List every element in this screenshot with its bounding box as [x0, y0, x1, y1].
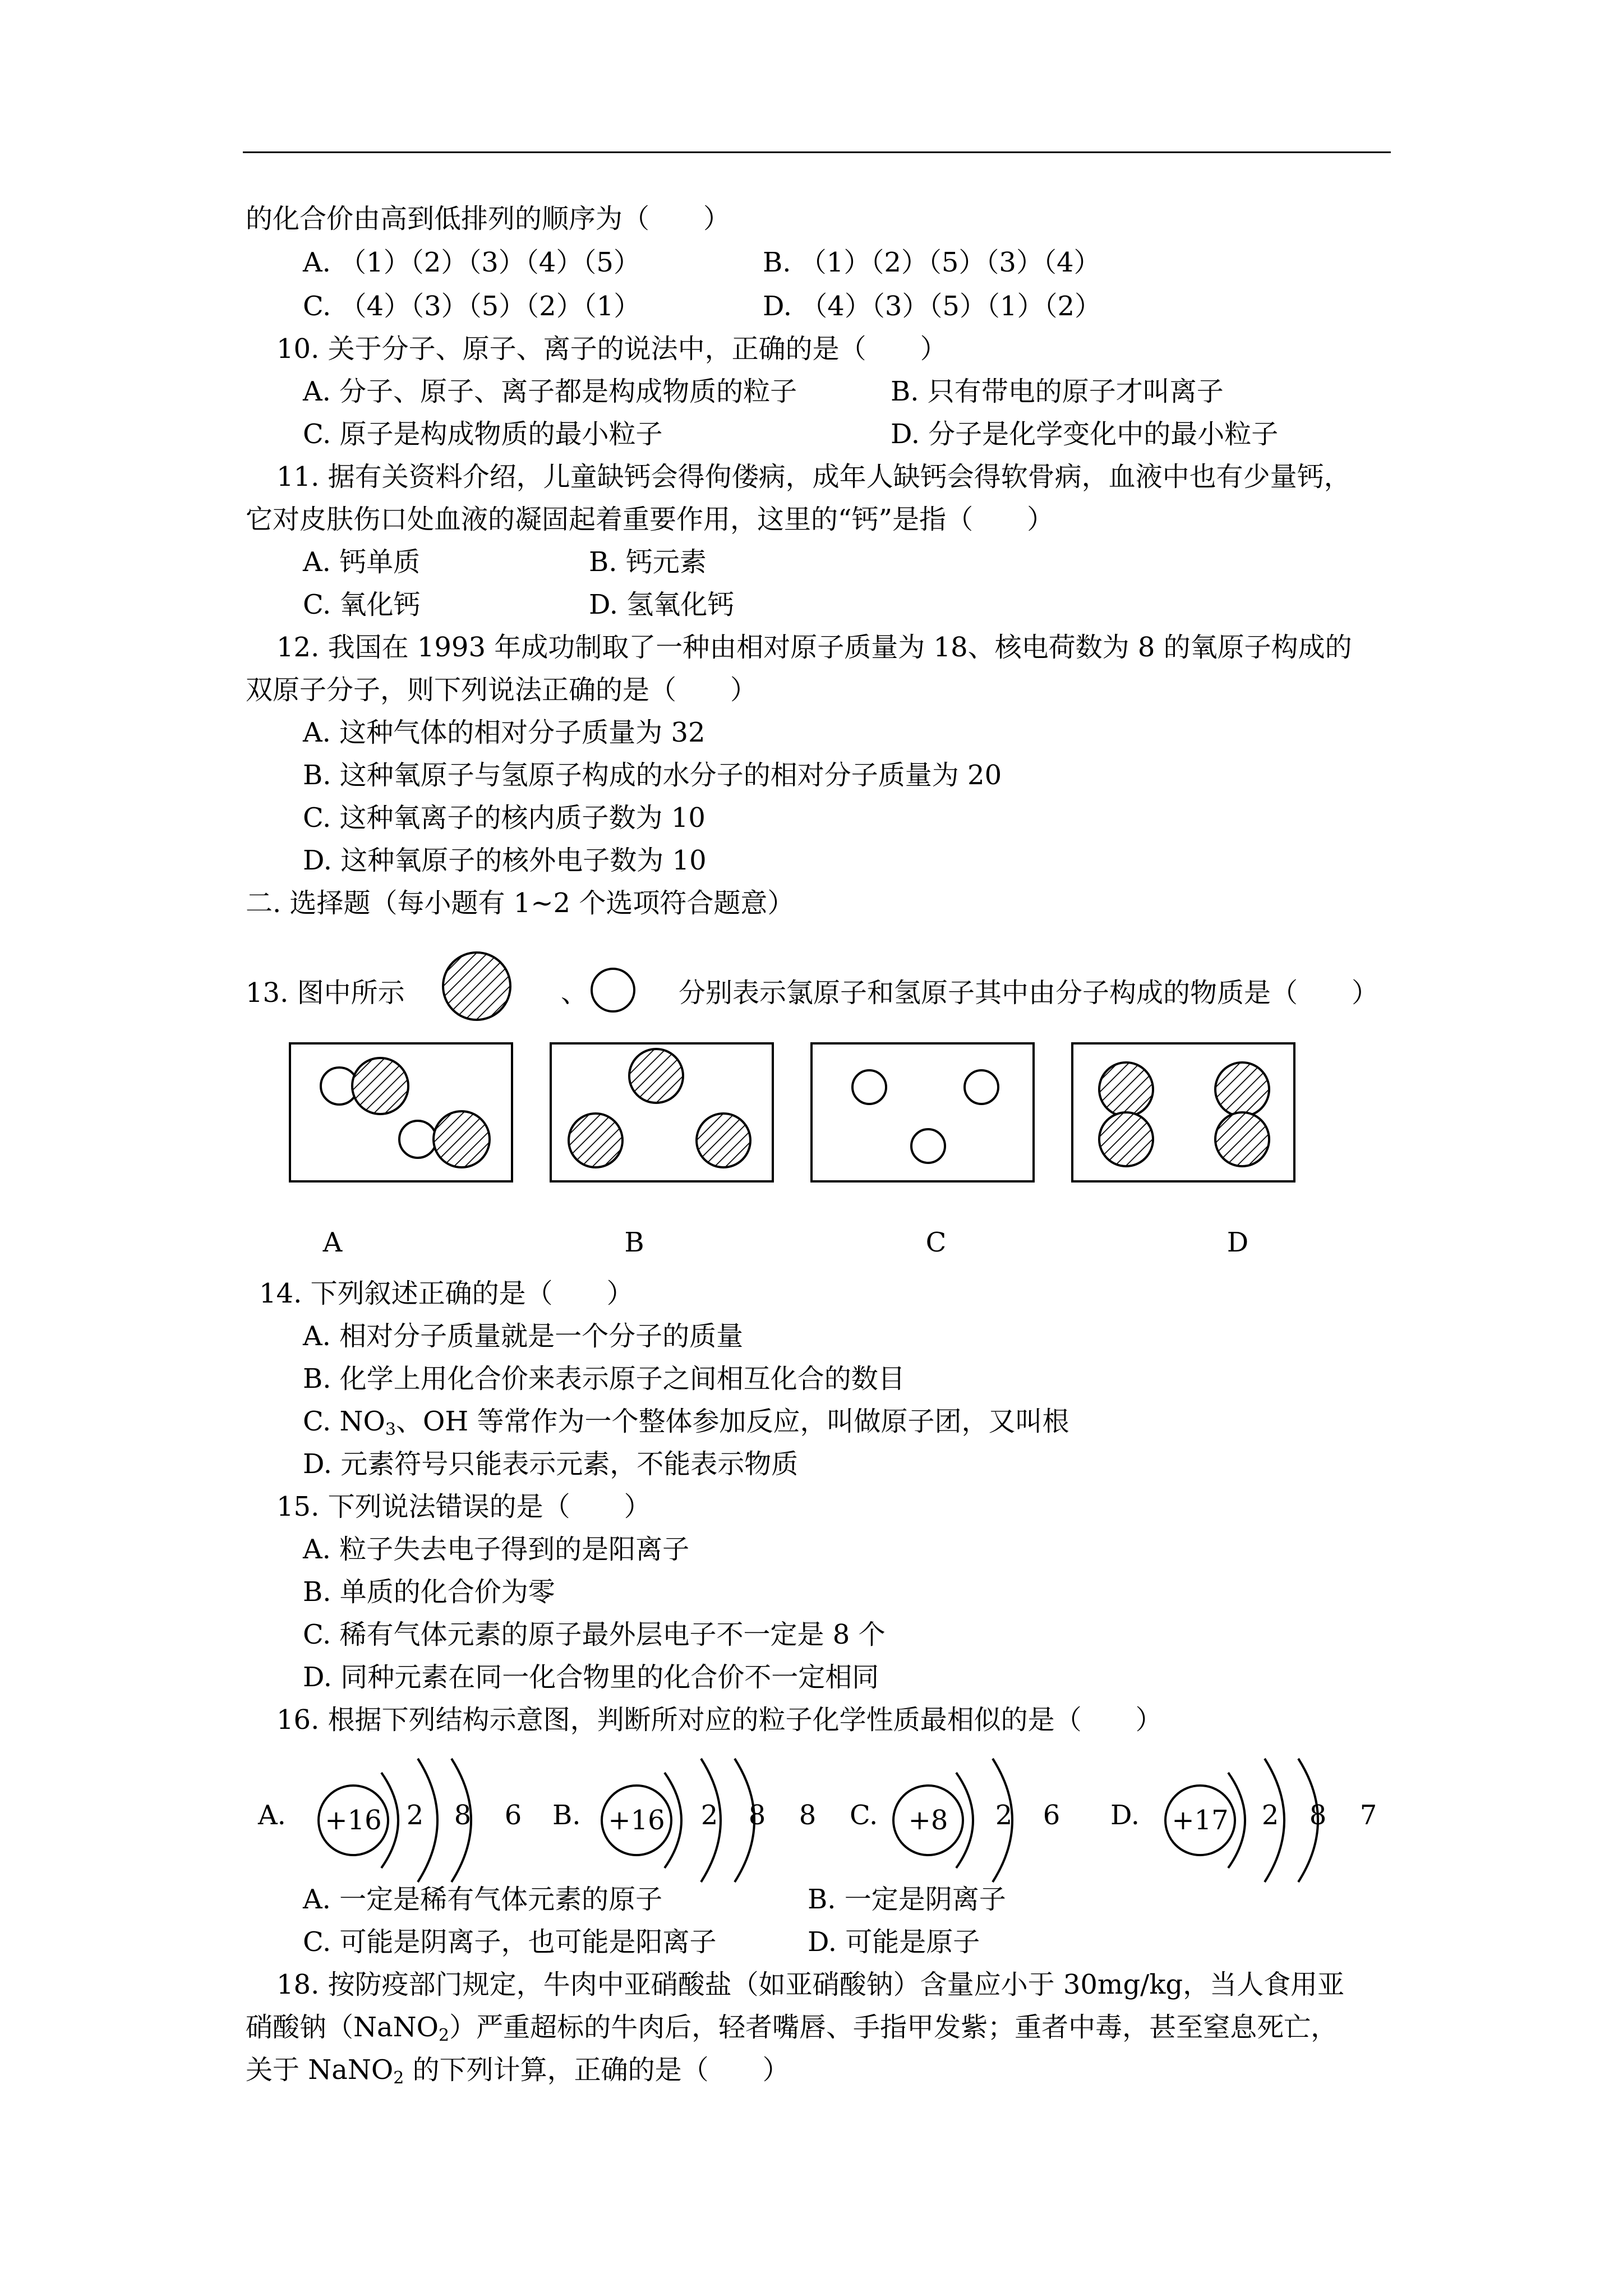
diagram-c-nucleus-charge: +8 — [908, 1805, 948, 1836]
q15-option-c: C. 稀有气体元素的原子最外层电子不一定是 8 个 — [303, 1619, 886, 1650]
q15-stem: 15. 下列说法错误的是（ ） — [276, 1491, 651, 1522]
q10-option-d: D. 分子是化学变化中的最小粒子 — [891, 418, 1279, 450]
chlorine-atom — [434, 1111, 490, 1167]
q9-option-d: D. （4）（3）（5）（1）（2） — [763, 291, 1101, 322]
diagram-d-label: D. — [1110, 1800, 1140, 1831]
diagram-d-nucleus-charge: +17 — [1172, 1805, 1229, 1836]
header-rule — [243, 151, 1391, 153]
q17-option-b: B. 一定是阴离子 — [808, 1884, 1006, 1915]
q12-option-d: D. 这种氧原子的核外电子数为 10 — [303, 845, 707, 876]
q13-stem-part2: 分别表示氯原子和氢原子其中由分子构成的物质是（ ） — [679, 977, 1379, 1009]
chlorine-atom-legend-icon — [437, 947, 516, 1025]
hydrogen-atom-legend-icon — [588, 965, 638, 1015]
q17-option-a: A. 一定是稀有气体元素的原子 — [303, 1884, 663, 1915]
q12-stem-line1: 12. 我国在 1993 年成功制取了一种由相对原子质量为 18、核电荷数为 8 的氧原子构成的 — [276, 632, 1352, 663]
q11-stem-line2: 它对皮肤伤口处血液的凝固起着重要作用，这里的“钙”是指（ ） — [246, 504, 1054, 535]
q9-option-a: A. （1）（2）（3）（4）（5） — [303, 247, 640, 278]
q11-option-b: B. 钙元素 — [589, 546, 707, 578]
q18-stem-line2 — [246, 2010, 1338, 2044]
chlorine-atom — [629, 1049, 683, 1103]
q14-option-c — [303, 1405, 1069, 1438]
section-heading: 二. 选择题（每小题有 1~2 个选项符合题意） — [246, 887, 795, 919]
q9-option-b: B. （1）（2）（5）（3）（4） — [763, 247, 1101, 278]
diagram-c-shell-1: 2 — [995, 1800, 1013, 1831]
molecule-box-b — [550, 1042, 774, 1182]
diagram-b-shell-2: 8 — [748, 1800, 766, 1831]
q18-l2-subscript: 2 — [438, 2026, 450, 2045]
chlorine-atom — [569, 1114, 623, 1167]
diagram-a-shell-1: 2 — [406, 1800, 424, 1831]
diagram-b-shell-3: 8 — [799, 1800, 817, 1831]
q18-stem-line1: 18. 按防疫部门规定，牛肉中亚硝酸盐（如亚硝酸钠）含量应小于 30mg/kg，当人食用亚 — [276, 1969, 1345, 2000]
diagram-a-nucleus-charge: +16 — [325, 1805, 382, 1836]
q14-c-subscript: 3 — [385, 1420, 396, 1439]
q12-option-a: A. 这种气体的相对分子质量为 32 — [303, 717, 706, 748]
q10-stem: 10. 关于分子、原子、离子的说法中，正确的是（ ） — [276, 333, 947, 365]
q14-option-b: B. 化学上用化合价来表示原子之间相互化合的数目 — [303, 1363, 905, 1395]
q9-stem-tail: 的化合价由高到低排列的顺序为（ ） — [246, 203, 731, 234]
q13-label-c: C — [925, 1227, 947, 1258]
q9-option-c: C. （4）（3）（5）（2）（1） — [303, 291, 641, 322]
q18-l2-text: 硝酸钠（NaNO — [246, 2012, 439, 2043]
q14-option-a: A. 相对分子质量就是一个分子的质量 — [303, 1320, 744, 1352]
q15-option-a: A. 粒子失去电子得到的是阳离子 — [303, 1534, 690, 1565]
q13-separator: 、 — [561, 977, 588, 1009]
q10-option-b: B. 只有带电的原子才叫离子 — [891, 376, 1224, 407]
q13-stem-part1: 13. 图中所示 — [246, 977, 405, 1009]
molecule-box-d — [1071, 1042, 1295, 1182]
hydrogen-atom — [399, 1121, 436, 1158]
q11-option-c: C. 氧化钙 — [303, 589, 421, 620]
q17-option-c: C. 可能是阴离子，也可能是阳离子 — [303, 1926, 717, 1958]
q12-option-b: B. 这种氧原子与氢原子构成的水分子的相对分子质量为 20 — [303, 760, 1002, 791]
chlorine-atom — [1215, 1112, 1269, 1166]
q16-stem: 16. 根据下列结构示意图，判断所对应的粒子化学性质最相似的是（ ） — [276, 1704, 1163, 1736]
q14-option-d: D. 元素符号只能表示元素，不能表示物质 — [303, 1448, 799, 1480]
q17-option-d: D. 可能是原子 — [808, 1926, 980, 1958]
q18-l3-subscript: 2 — [393, 2068, 404, 2088]
chlorine-atom — [1099, 1062, 1153, 1116]
q15-option-d: D. 同种元素在同一化合物里的化合价不一定相同 — [303, 1662, 879, 1693]
q18-l3-text-rest: 的下列计算，正确的是（ ） — [404, 2054, 790, 2086]
hydrogen-atom — [911, 1129, 945, 1163]
q13-label-b: B — [624, 1227, 644, 1258]
q13-label-d: D — [1227, 1227, 1249, 1258]
chlorine-atom — [697, 1114, 750, 1167]
q12-option-c: C. 这种氧离子的核内质子数为 10 — [303, 802, 706, 834]
q12-stem-line2: 双原子分子，则下列说法正确的是（ ） — [246, 674, 758, 706]
diagram-a-shell-3: 6 — [504, 1800, 522, 1831]
diagram-d-shell-3: 7 — [1359, 1800, 1377, 1831]
chlorine-atom — [352, 1058, 408, 1114]
chlorine-atom — [1099, 1112, 1153, 1166]
diagram-b-nucleus-charge: +16 — [608, 1805, 665, 1836]
q11-option-d: D. 氢氧化钙 — [589, 589, 735, 620]
molecule-box-c — [810, 1042, 1035, 1182]
molecule-box-a — [289, 1042, 513, 1182]
diagram-d-shell-2: 8 — [1309, 1800, 1327, 1831]
diagram-a-label: A. — [258, 1800, 286, 1831]
diagram-b-shell-1: 2 — [700, 1800, 718, 1831]
hydrogen-atom — [965, 1070, 998, 1104]
q11-stem-line1: 11. 据有关资料介绍，儿童缺钙会得佝偻病，成年人缺钙会得软骨病，血液中也有少量钙， — [276, 461, 1351, 493]
q10-option-a: A. 分子、原子、离子都是构成物质的粒子 — [303, 376, 797, 407]
diagram-b-label: B. — [552, 1800, 581, 1831]
diagram-d-shell-1: 2 — [1261, 1800, 1279, 1831]
q18-l3-text: 关于 NaNO — [246, 2054, 394, 2086]
q13-label-a: A — [322, 1227, 343, 1258]
q14-c-text: C. NO — [303, 1406, 385, 1437]
q14-stem: 14. 下列叙述正确的是（ ） — [259, 1278, 634, 1309]
chlorine-atom — [1215, 1062, 1269, 1116]
q11-option-a: A. 钙单质 — [303, 546, 421, 578]
diagram-a-shell-2: 8 — [454, 1800, 472, 1831]
q18-l2-text-rest: ）严重超标的牛肉后，轻者嘴唇、手指甲发紫；重者中毒，甚至窒息死亡， — [449, 2012, 1338, 2043]
q18-stem-line3 — [246, 2053, 790, 2087]
hydrogen-atom — [852, 1070, 886, 1104]
q10-option-c: C. 原子是构成物质的最小粒子 — [303, 418, 663, 450]
diagram-c-label: C. — [850, 1800, 878, 1831]
q15-option-b: B. 单质的化合价为零 — [303, 1576, 555, 1608]
q14-c-text-rest: 、OH 等常作为一个整体参加反应，叫做原子团，又叫根 — [395, 1406, 1069, 1437]
diagram-c-shell-2: 6 — [1043, 1800, 1061, 1831]
